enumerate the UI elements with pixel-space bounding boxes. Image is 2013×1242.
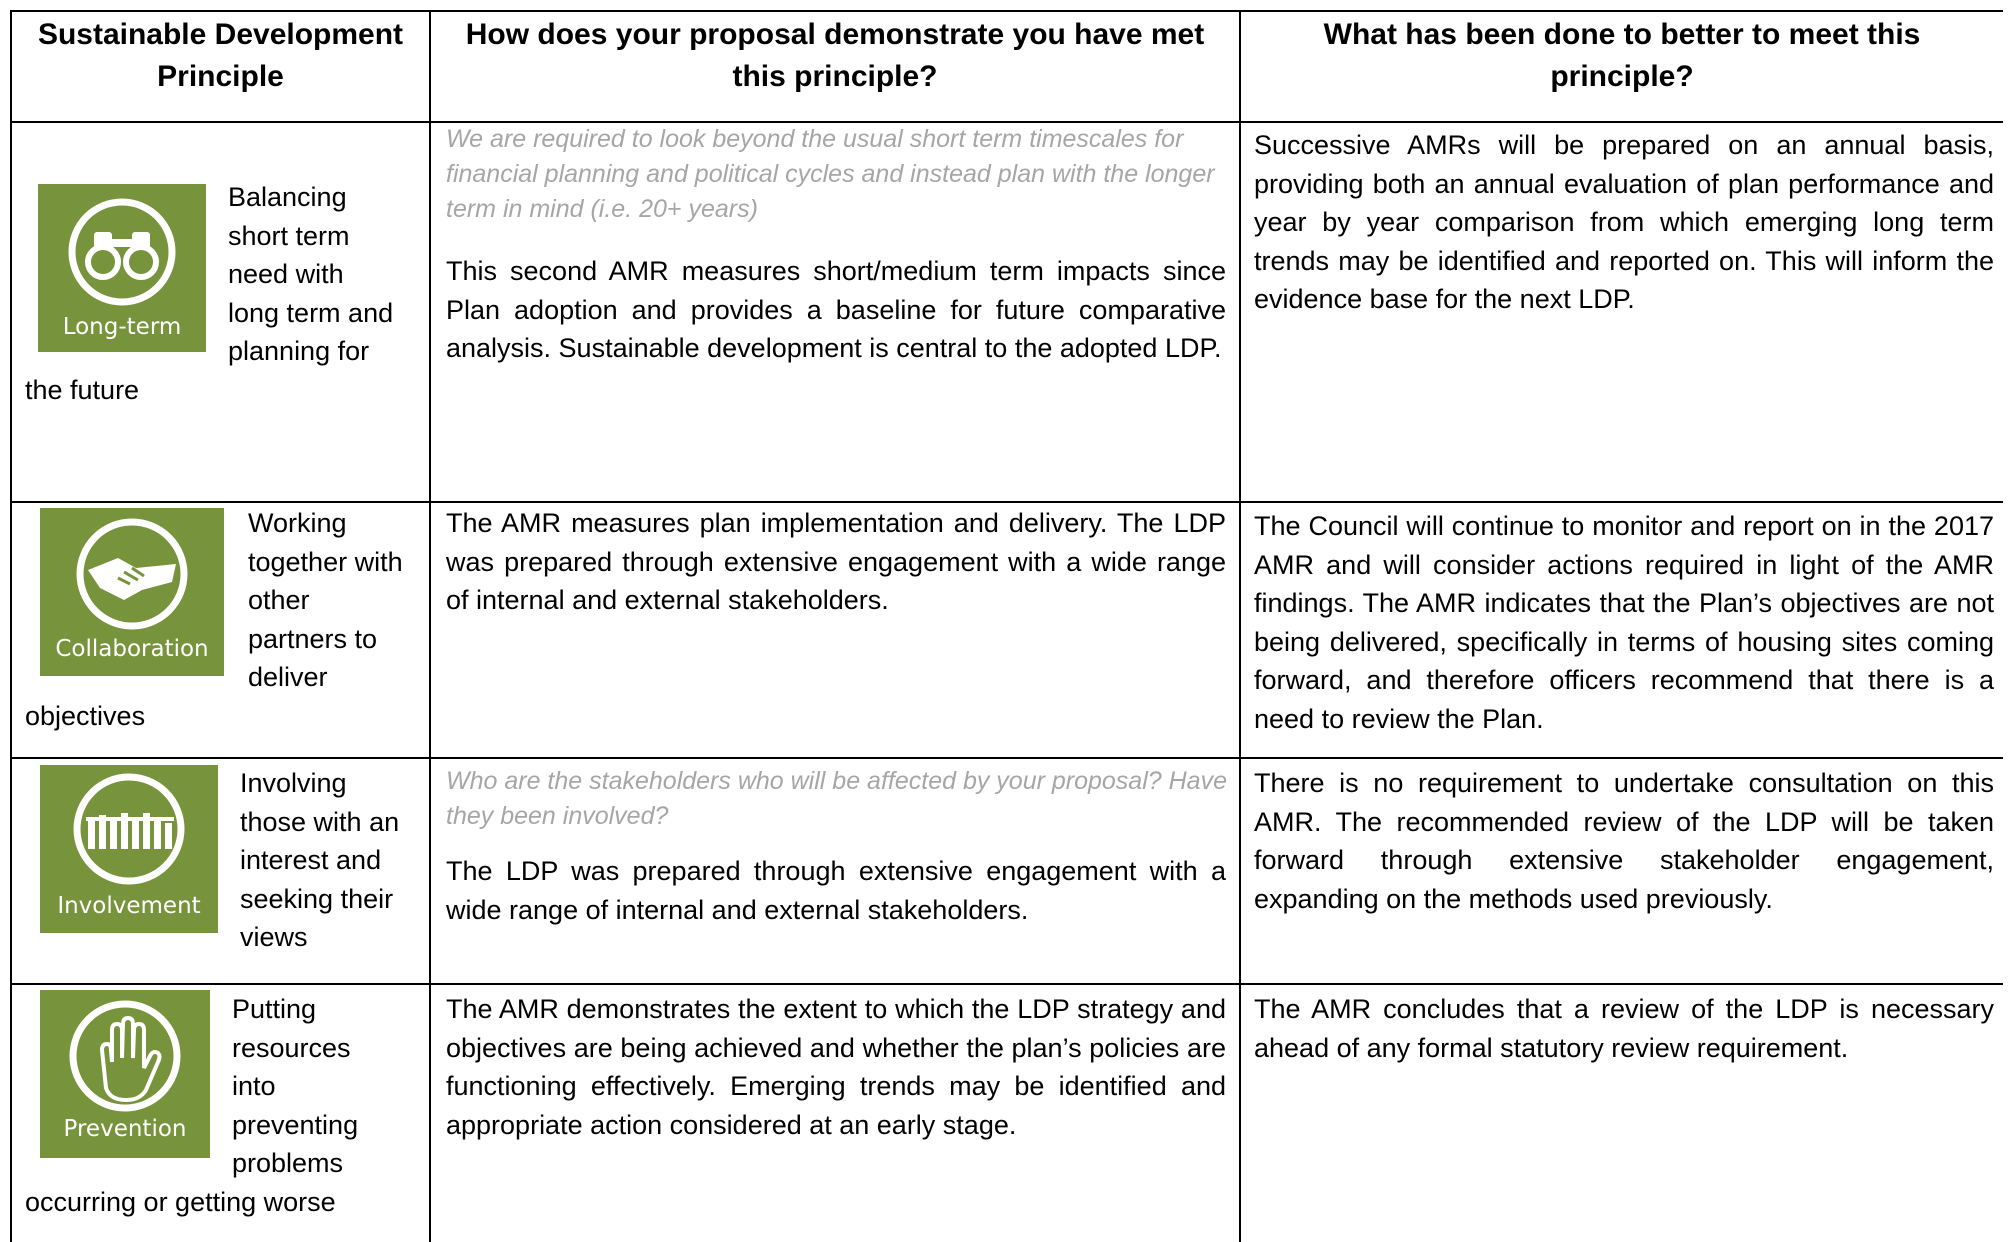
icon-label: Prevention	[63, 1116, 187, 1142]
proposal-text: The AMR measures plan implementation and delivery. The LDP was prepared through extensive engagement with a wide range of internal and external stakeholders.	[446, 508, 1226, 615]
principle-line: resources	[232, 1032, 351, 1063]
icon-label: Collaboration	[55, 636, 209, 662]
principle-lines	[248, 504, 403, 697]
guidance-prompt: We are required to look beyond the usual short term timescales for financial planning and political cycles and instead plan with the longer term in mind (i.e. 20+ years)	[446, 125, 1215, 223]
principle-line: planning for	[228, 336, 370, 366]
principle-line: into	[232, 1071, 276, 1101]
principle-lines	[240, 764, 399, 957]
icon-label: Involvement	[57, 893, 201, 919]
principle-line: other	[248, 585, 310, 615]
principle-line: short term	[228, 220, 350, 251]
header-better: What has been done to better to meet this principle?	[1323, 18, 1921, 93]
collaboration-icon-tile	[40, 508, 224, 676]
principle-line: problems	[232, 1148, 344, 1178]
proposal-text: The LDP was prepared through extensive engagement with a wide range of internal and external stakeholders.	[446, 856, 1226, 925]
principle-line: those with an	[240, 806, 400, 837]
principle-lines	[228, 178, 393, 371]
prevention-icon-tile	[40, 990, 210, 1158]
principle-lines	[232, 990, 358, 1183]
principle-line: seeking their	[240, 883, 394, 914]
principle-line: preventing	[232, 1109, 359, 1140]
proposal-text: The AMR demonstrates the extent to which the LDP strategy and objectives are being achieved and whether the plan’s policies are functioning effectively. Emerging trends may be identified and appropriate action considered at an early stage.	[446, 994, 1226, 1140]
better-text: There is no requirement to undertake consultation on this AMR. The recommended review of the LDP will be taken forward through extensive stakeholder engagement, expanding on the methods used previously.	[1254, 768, 1994, 914]
principles-table	[10, 10, 2003, 1242]
principle-line: partners to	[248, 623, 378, 654]
long-term-icon-tile	[38, 184, 206, 352]
principle-line: views	[240, 922, 308, 952]
guidance-prompt: Who are the stakeholders who will be affected by your proposal? Have they been involved?	[446, 767, 1227, 830]
principle-line: Putting	[232, 994, 317, 1024]
principle-line: together with	[248, 546, 403, 577]
icon-label: Long-term	[62, 314, 182, 340]
column-divider	[1239, 10, 1241, 1242]
row-divider	[10, 501, 2003, 503]
better-text: Successive AMRs will be prepared on an annual basis, providing both an annual evaluation of plan performance and year by year comparison from which emerging long term trends may be identified and reported on. This will inform the evidence base for the next LDP.	[1254, 130, 1994, 314]
row-divider	[10, 757, 2003, 759]
involvement-icon-tile	[40, 765, 218, 933]
principle-line: Involving	[240, 768, 347, 798]
principle-tail: objectives	[25, 701, 146, 731]
principle-line: Working	[248, 508, 347, 538]
table-border-left	[10, 10, 12, 1242]
document-page	[10, 10, 2003, 1242]
proposal-text: This second AMR measures short/medium term impacts since Plan adoption and provides a baseline for future comparative analysis. Sustainable development is central to the adopted LDP.	[446, 256, 1226, 363]
principle-line: Balancing	[228, 182, 347, 212]
header-principle: Sustainable Development Principle	[37, 18, 404, 93]
principle-line: long term and	[228, 297, 394, 328]
principle-line: need with	[228, 259, 344, 289]
principle-tail: occurring or getting worse	[25, 1187, 336, 1217]
better-text: The Council will continue to monitor and report on in the 2017 AMR and will consider actions required in light of the AMR findings. The AMR indicates that the Plan’s objectives are not being delivered, specifically in terms of housing sites coming forward, and therefore officers recommend that there is a need to review the Plan.	[1254, 511, 1994, 734]
better-text: The AMR concludes that a review of the LDP is necessary ahead of any formal statutory review requirement.	[1254, 994, 1994, 1063]
column-divider	[429, 10, 431, 1242]
row-divider	[10, 983, 2003, 985]
principle-tail: the future	[25, 375, 140, 405]
principle-line: interest and	[240, 845, 382, 875]
principle-line: deliver	[248, 662, 328, 692]
header-proposal: How does your proposal demonstrate you have met this principle?	[465, 18, 1205, 93]
